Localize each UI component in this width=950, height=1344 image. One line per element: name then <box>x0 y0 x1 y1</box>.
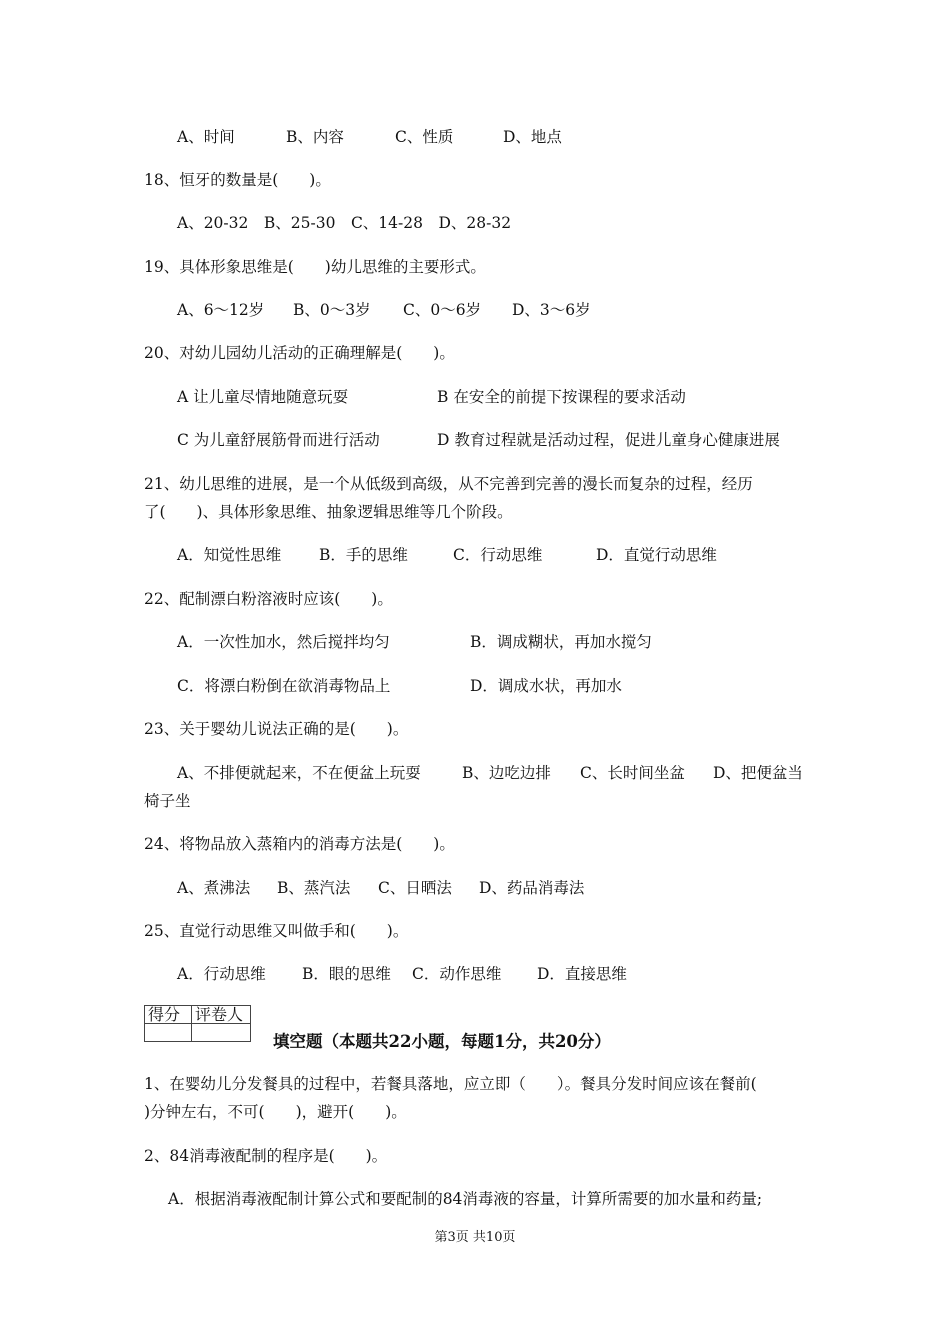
section-title: 填空题（本题共22小题，每题1分，共20分） <box>273 1032 611 1051</box>
q21-option-d: D．直觉行动思维 <box>596 546 717 564</box>
q19-option-c: C、0～6岁 <box>403 301 482 319</box>
q20-stem: 20、对幼儿园幼儿活动的正确理解是( )。 <box>144 344 455 362</box>
q17-option-a: A、时间 <box>177 128 235 146</box>
q21-option-c: C．行动思维 <box>453 546 543 564</box>
fill-q2-option-a: A．根据消毒液配制计算公式和要配制的84消毒液的容量，计算所需要的加水量和药量; <box>168 1190 763 1208</box>
q24-option-c: C、日晒法 <box>378 879 452 897</box>
q24-stem: 24、将物品放入蒸箱内的消毒方法是( )。 <box>144 835 455 853</box>
q23-option-c: C、长时间坐盆 <box>580 764 685 782</box>
q20-option-b: B 在安全的前提下按课程的要求活动 <box>437 388 686 406</box>
q18-stem: 18、恒牙的数量是( )。 <box>144 171 331 189</box>
q23-option-b: B、边吃边排 <box>462 764 551 782</box>
q20-option-d: D 教育过程就是活动过程，促进儿童身心健康进展 <box>437 431 780 449</box>
q19-stem: 19、具体形象思维是( )幼儿思维的主要形式。 <box>144 258 486 276</box>
q25-stem: 25、直觉行动思维又叫做手和( )。 <box>144 922 409 940</box>
fill-q2-stem: 2、84消毒液配制的程序是( )。 <box>144 1147 388 1165</box>
q19-option-a: A、6～12岁 <box>177 301 265 319</box>
q22-option-b: B．调成糊状，再加水搅匀 <box>470 633 652 651</box>
q21-option-b: B．手的思维 <box>319 546 408 564</box>
q22-option-d: D．调成水状，再加水 <box>470 677 622 695</box>
q23-option-a: A、不排便就起来，不在便盆上玩耍 <box>177 764 421 782</box>
q23-stem: 23、关于婴幼儿说法正确的是( )。 <box>144 720 409 738</box>
q21-stem-line1: 21、幼儿思维的进展，是一个从低级到高级，从不完善到完善的漫长而复杂的过程，经历 <box>144 475 753 493</box>
fill-q1-line2: )分钟左右，不可( )，避开( )。 <box>144 1103 407 1121</box>
page-footer: 第3页 共10页 <box>434 1230 516 1245</box>
q24-option-b: B、蒸汽法 <box>277 879 351 897</box>
q17-option-d: D、地点 <box>503 128 562 146</box>
q18-options: A、20-32 B、25-30 C、14-28 D、28-32 <box>177 214 512 232</box>
q22-option-c: C．将漂白粉倒在欲消毒物品上 <box>177 677 391 695</box>
q17-option-c: C、性质 <box>395 128 454 146</box>
q25-option-c: C．动作思维 <box>412 965 502 983</box>
grader-header: 评卷人 <box>192 1006 251 1024</box>
score-table <box>144 1005 251 1042</box>
q25-option-b: B．眼的思维 <box>302 965 391 983</box>
q22-stem: 22、配制漂白粉溶液时应该( )。 <box>144 590 393 608</box>
q25-option-d: D．直接思维 <box>537 965 627 983</box>
q19-option-d: D、3～6岁 <box>512 301 591 319</box>
q22-option-a: A．一次性加水，然后搅拌均匀 <box>177 633 390 651</box>
grader-cell <box>192 1024 251 1042</box>
q24-option-a: A、煮沸法 <box>177 879 251 897</box>
q21-option-a: A．知觉性思维 <box>177 546 282 564</box>
q23-option-d: D、把便盆当 <box>713 764 803 782</box>
q19-option-b: B、0～3岁 <box>293 301 371 319</box>
q17-option-b: B、内容 <box>286 128 344 146</box>
q24-option-d: D、药品消毒法 <box>479 879 585 897</box>
q23-options-continued: 椅子坐 <box>144 792 191 810</box>
q20-option-c: C 为儿童舒展筋骨而进行活动 <box>177 431 380 449</box>
q20-option-a: A 让儿童尽情地随意玩耍 <box>177 388 349 406</box>
score-header: 得分 <box>145 1006 192 1024</box>
q25-option-a: A．行动思维 <box>177 965 266 983</box>
q21-stem-line2: 了( )、具体形象思维、抽象逻辑思维等几个阶段。 <box>144 503 513 521</box>
fill-q1-line1: 1、在婴幼儿分发餐具的过程中，若餐具落地，应立即（ ）。餐具分发时间应该在餐前( <box>144 1075 757 1093</box>
score-cell <box>145 1024 192 1042</box>
